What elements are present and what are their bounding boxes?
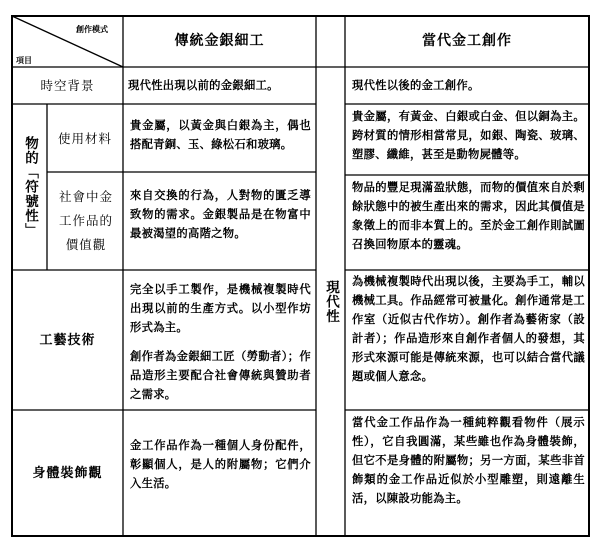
group-label-text: 物的「符號性」: [22, 136, 38, 238]
cell-contemporary-craft: 為機械複製時代出現以後，主要為手工，輔以機械工具。作品經常可被量化。創作通常是工作室（近似古代作坊）。創作者為藝術家（設計者）；作品造形來自創作者個人的發想，其形式來源可能是傳統來源，也可以結合當代議題或個人意念。: [352, 274, 585, 383]
cell-contemporary-body-ornament: 當代金工作品作為一種純粹觀看物件（展示性），它自我圓滿，某些雖也作為身體裝飾，但它不是身體的附屬物；另一方面，某些非首飾類的金工作品近似於小型雕塑，則遠離生活，以陳設功能為主。: [352, 415, 585, 505]
cell-traditional-values: 來自交換的行為，人對物的匱乏導致物的需求。金銀製品是在物富中最被渴望的高階之物。: [130, 188, 311, 240]
cell-traditional-craft-p2: 創作者為金銀細工匠（勞動者）；作品造形主要配合社會傳統與贊助者之需求。: [130, 349, 311, 401]
row-label-body-ornament: 身體裝飾觀: [32, 465, 103, 481]
cell-contemporary-background: 現代性以後的金工創作。: [352, 78, 480, 92]
header-traditional: 傳統金銀細工: [174, 33, 265, 49]
cell-traditional-materials: 貴金屬，以黃金與白銀為主，偶也搭配青銅、玉、綠松石和玻璃。: [130, 118, 311, 151]
row-label-background: 時空背景: [40, 78, 95, 93]
row-label-materials: 使用材料: [57, 130, 112, 146]
modernity-divider: [316, 67, 345, 536]
corner-item-label: 項目: [16, 55, 32, 65]
cell-contemporary-materials: 貴金屬，有黃金、白銀或白金、但以銅為主。跨材質的情形相當常見，如銀、陶瓷、玻璃、塑膠、纖維，甚至是動物屍體等。: [352, 109, 585, 161]
cell-traditional-craft-p1: 完全以手工製作，是機械複製時代出現以前的生產方式。以小型作坊形式為主。: [130, 282, 311, 334]
row-label-values: 社會中金工作品的價值觀: [58, 189, 113, 252]
group-label-symbolism: [12, 104, 47, 270]
row-label-craft: 工藝技術: [39, 332, 96, 348]
cell-traditional-body-ornament: 金工作品作為一種個人身份配件，彰顯個人，是人的附屬物；它們介入生活。: [130, 438, 311, 490]
cell-traditional-craft: [130, 280, 311, 408]
cell-traditional-background: 現代性出現以前的金銀細工。: [128, 78, 279, 92]
corner-mode-label: 創作模式: [76, 24, 108, 34]
header-contemporary: 當代金工創作: [422, 33, 512, 49]
cell-contemporary-values: 物品的豐足現滿盈狀態，而物的價值來自於剩餘狀態中的被生產出來的需求，因此其價值是象徵上的而非本質上的。至於金工創作則試圖召換回物原本的靈魂。: [352, 180, 585, 251]
modernity-divider-label: 現代性: [323, 279, 339, 324]
